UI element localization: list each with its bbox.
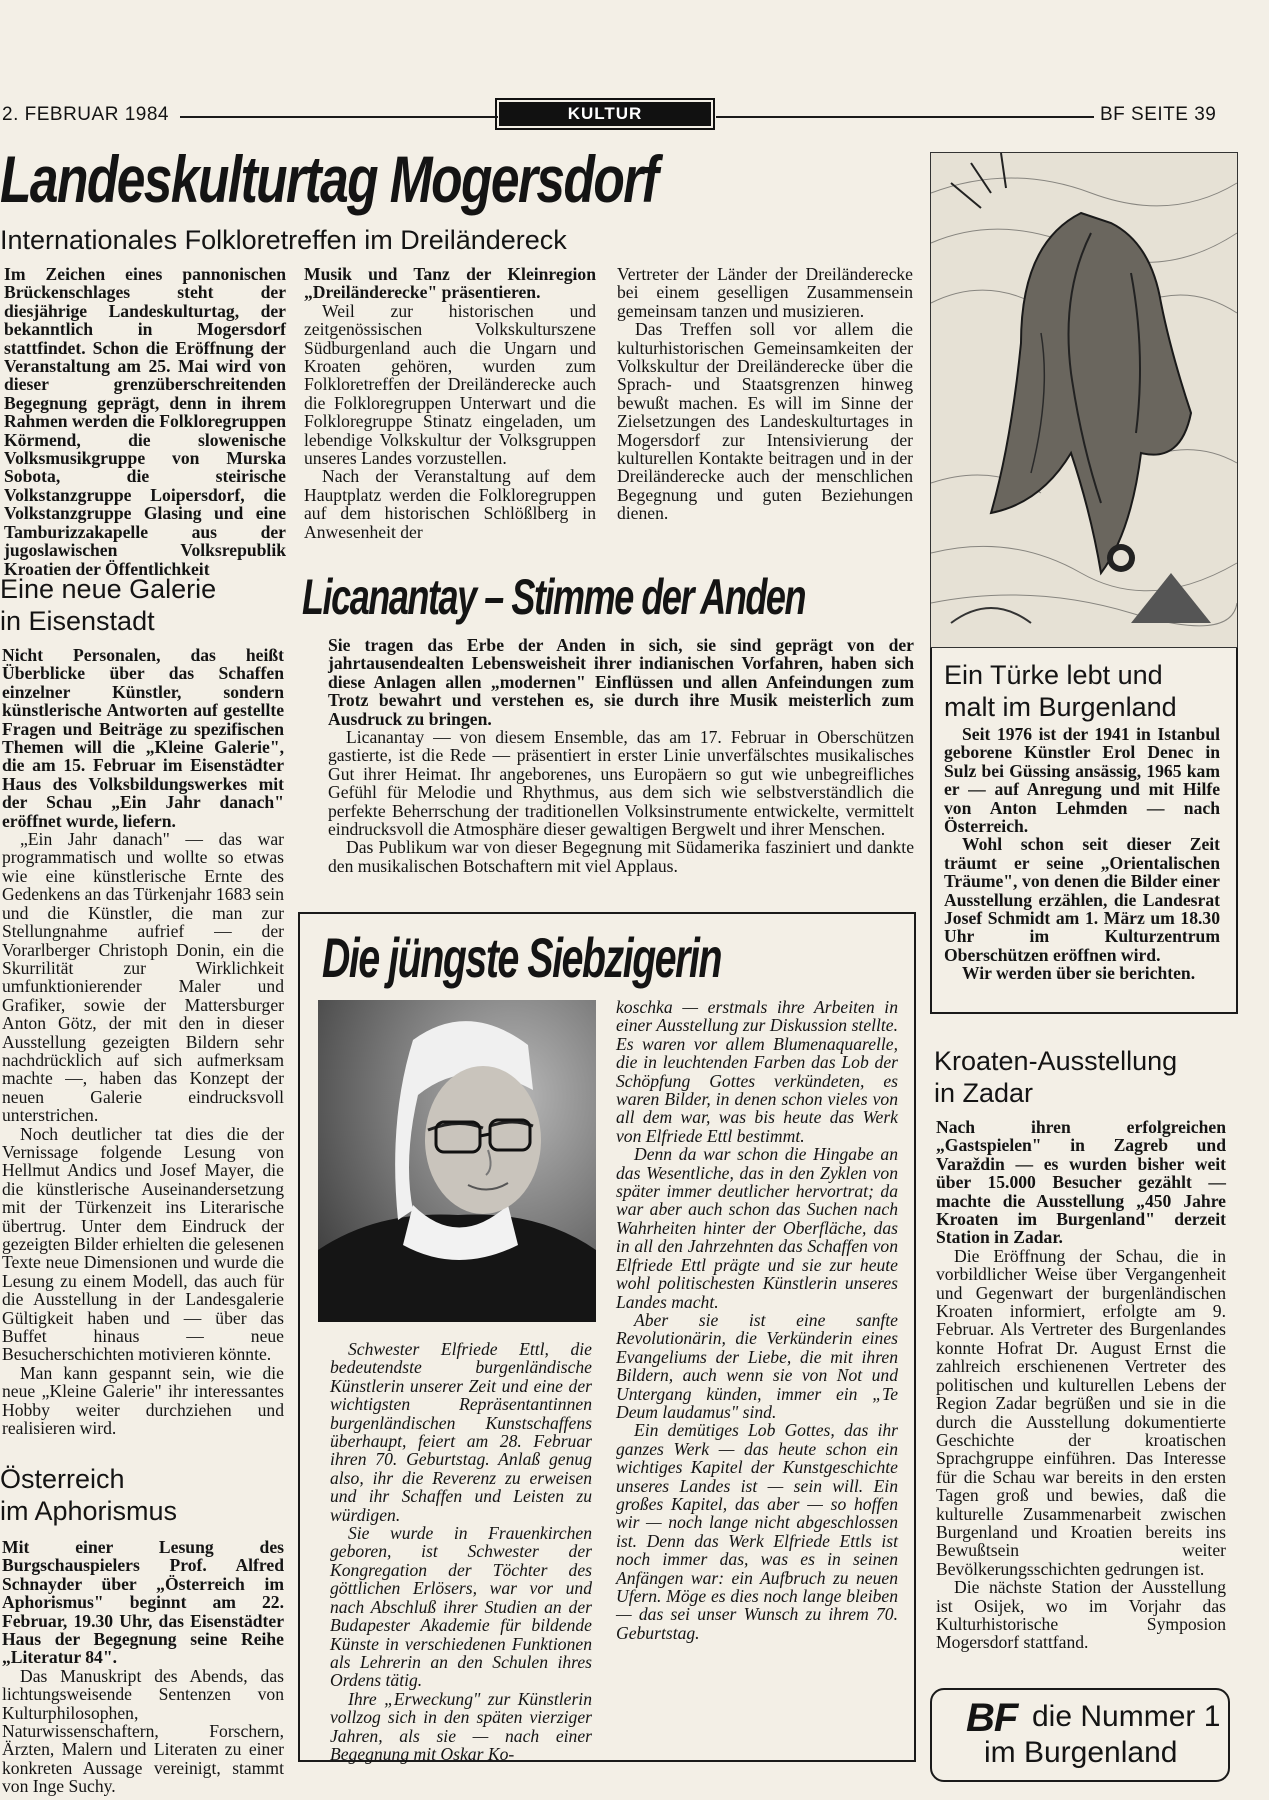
paragraph: Licanantay — von diesem Ensemble, das am 17. Februar in Oberschützen gastierte, ist die Rede — präsentiert in erster Linie unverfälschtes musikalisches Gut ihrer Heimat. Ihr angeborenes, uns Europäern so gut wie unbegreifliches Gefühl für Melodie und Rhythmus, aus dem sich wie selbstverständlich die perfekte Beherrschung der traditionellen Volksinstrumente entwickelte, vermittelt eindrucksvoll die Atmosphäre dieser gewaltigen Bergwelt und ihrer Menschen. (328, 727, 914, 840)
main-col-2 (304, 265, 596, 555)
paragraph: Nach der Veranstaltung auf dem Hauptplatz werden die Folkloregruppen auf dem historischen Schlößlberg in Anwesenheit der (304, 466, 596, 542)
paragraph: Aber sie ist eine sanfte Revolutionärin, die Verkünderin eines Evangeliums der Liebe, die mit ihren Bildern, auch wenn sie von Not und Untergang künden, immer ein „Te Deum laudamus" sind. (616, 1309, 898, 1422)
portrait-photo (318, 1000, 596, 1322)
main-subheadline: Internationales Folkloretreffen im Dreiländereck (0, 225, 567, 255)
licanantay-body (328, 636, 914, 886)
siebzigerin-headline: Die jüngste Siebzigerin (322, 926, 722, 989)
licanantay-lead: Sie tragen das Erbe der Anden in sich, sie sind geprägt von der jahrtausendealten Lebensweisheit ihrer indianischen Vorfahren, haben sich diese Anlagen allen „modernen" Einflüssen und allen Anfeindungen zum Trotz bewahrt und verstehen es, sie durch ihre Musik meisterlich zum Ausdruck zu bringen. (328, 635, 914, 729)
photo-caption: Schwester Elfriede Ettl, die bedeutendste burgenländische Künstlerin unserer Zeit und eine der wichtigsten Repräsentantinnen burgenländischen Kunstschaffens überhaupt, feiert am 28. Februar ihren 70. Geburtstag. Anlaß genug also, ihr die Reverenz zu erweisen und ihr Schaffen und Leisten zu würdigen. (330, 1339, 592, 1525)
paragraph: Das Treffen soll vor allem die kulturhistorischen Gemeinsamkeiten der Volkskultur der Dreiländerecke über die Sprach- und Staatsgrenzen hinweg bewußt machen. Es will im Sinne der Zielsetzungen des Landeskulturtages in Mogersdorf zur Intensivierung der kulturellen Kontakte beitragen und in der Dreiländerecke auch der menschlichen Begegnung und guten Beziehungen dienen. (617, 319, 913, 524)
paragraph: Weil zur historischen und zeitgenössischen Volkskulturszene Südburgenland auch die Ungarn und Kroaten gehören, wurden zum Folkloretreffen der Dreiländerecke auch die Folkloregruppen Unterwart und die Folkloregruppe Stinatz eingeladen, um lebendige Volkskultur der Volksgruppen unseres Landes vorzustellen. (304, 300, 596, 469)
header-date: 2. FEBRUAR 1984 (2, 104, 169, 125)
paragraph: Man kann gespannt sein, wie die neue „Kleine Galerie" ihr interessantes Hobby weiter durchziehen und realisieren wird. (2, 1362, 284, 1439)
aphorismus-lead: Mit einer Lesung des Burgschauspielers Prof. Alfred Schnayder über „Österreich im Aphorismus" beginnt am 22. Februar, 19.30 Uhr, das Eisenstädter Haus der Begegnung seine Reihe „Literatur 84". (2, 1537, 284, 1668)
main-col-3 (617, 265, 913, 555)
paragraph: Die Eröffnung der Schau, die in vorbildlicher Weise über Vergangenheit und Gegenwart der burgenländischen Kroaten informiert, erfolgte am 9. Februar. Als Vertreter des Burgenlandes konnte Hofrat Dr. August Ernst die zahlreich erschienenen Vertreter des politischen und kulturellen Lebens der Region Zadar begrüßen und sie in die durch die Ausstellung dokumentierte Geschichte der kroatischen Sprachgruppe einführen. Das Interesse für die Schau war bereits in den ersten Tagen groß und bewies, daß die kulturelle Zusammenarbeit zwischen Burgenland und Kroatien bereits ins Bewußtsein weiter Bevölkerungsschichten gedrungen ist. (936, 1245, 1226, 1579)
tuerke-body (944, 725, 1220, 1009)
aphorismus-body (2, 1537, 284, 1797)
artwork-illustration (930, 152, 1238, 648)
promo-box (930, 1688, 1230, 1782)
galerie-headline-1: Eine neue Galerie (0, 574, 217, 604)
header-rule-right (716, 116, 1094, 118)
galerie-body (2, 646, 284, 1438)
paragraph: Vertreter der Länder der Dreiländerecke bei einem geselligen Zusammensein gemeinsam tanzen und musizieren. (617, 264, 913, 321)
paragraph: Ein demütiges Lob Gottes, das ihr ganzes Werk — das heute schon ein wichtiges Kapitel der Kunstgeschichte unseres Landes ist — sein will. Ein großes Kapitel, das aber — so hoffen wir — noch lange nicht abgeschlossen ist. Denn das Werk Elfriede Ettls ist noch immer das, was es in seinen Anfängen war: ein Aufbruch zu neuen Ufern. Möge es dies noch lange bleiben — das sei unser Wunsch zu ihrem 70. Geburtstag. (616, 1420, 898, 1643)
nun-portrait-drawing (318, 1000, 596, 1322)
paragraph: „Ein Jahr danach" — das war programmatisch und wollte so etwas wie eine künstlerische Ernte des Gedenkens an das Türkenjahr 1683 sein und die Künstler, die man zur Stellungnahme aufrief — der Vorarlberger Christoph Donin, ein die Skurrilität zur Wirklichkeit umfunktionierender Maler und Grafiker, sowie der Mattersburger Anton Götz, der mit den in dieser Ausstellung gezeigten Bildern sehr nachdrücklich auf sich aufmerksam machte —, haben das Konzept der neuen Galerie eindrucksvoll unterstrichen. (2, 829, 284, 1126)
paragraph: Noch deutlicher tat dies die der Vernissage folgende Lesung von Hellmut Andics und Josef Mayer, die die künstlerische Auseinandersetzung mit der Türkenzeit ins Literarische übertrug. Unter dem Eindruck der gezeigten Bilder erhielten die gelesenen Texte neue Dimensionen und wurde die Lesung zu einem Modell, das auch für die Ausstellung in der Landesgalerie Gültigkeit haben und — über das Buffet hinaus — neue Besucherschichten motivieren könnte. (2, 1123, 284, 1365)
kroaten-body (936, 1118, 1226, 1678)
siebzigerin-col-2 (616, 998, 898, 1750)
bf-logo: BF (966, 1696, 1018, 1740)
paragraph: Ihre „Erweckung" zur Künstlerin vollzog sich in den späten vierziger Jahren, als sie — nach einer Begegnung mit Oskar Ko- (330, 1688, 592, 1764)
paragraph: Das Manuskript des Abends, das lichtungsweisende Sentenzen von Kulturphilosophen, Naturwissenschaftern, Forschern, Ärzten, Malern und Literaten zu einer konkreten Aussage vereinigt, stammt von Inge Suchy. (2, 1665, 284, 1797)
main-headline: Landeskulturtag Mogersdorf (0, 142, 658, 216)
paragraph: koschka — erstmals ihre Arbeiten in einer Ausstellung zur Diskussion stellte. Es waren vor allem Blumenaquarelle, die in leuchtenden Farben das Lob der Schöpfung Gottes verkündeten, es waren Bilder, in denen schon vieles von all dem war, was bis heute das Werk von Elfriede Ettl bestimmt. (616, 997, 898, 1146)
galerie-headline-2: in Eisenstadt (0, 606, 155, 636)
paragraph: Sie wurde in Frauenkirchen geboren, ist Schwester der Kongregation der Töchter des göttlichen Erlösers, war vor und nach Abschluß ihrer Studien an der Budapester Akademie für bildende Künste in verschiedenen Funktionen als Lehrerin an den Schulen ihres Ordens tätig. (330, 1523, 592, 1691)
main-col-1 (4, 264, 286, 579)
promo-line-1: die Nummer 1 (1032, 1700, 1221, 1733)
paragraph: Seit 1976 ist der 1941 in Istanbul geborene Künstler Erol Denec in Sulz bei Güssing ansässig, 1965 kam er — auf Anregung und mit Hilfe von Anton Lehmden — nach Österreich. (944, 724, 1220, 837)
kroaten-headline-1: Kroaten-Ausstellung (934, 1046, 1178, 1076)
header-rule-left (180, 116, 498, 118)
tuerke-headline-1: Ein Türke lebt und (944, 660, 1163, 690)
main-lead: Im Zeichen eines pannonischen Brückenschlages steht der diesjährige Landeskulturtag, der bekanntlich in Mogersdorf stattfindet. Schon die Eröffnung der Veranstaltung am 25. Mai wird von dieser grenzüberschreitenden Begegnung geprägt, denn in ihrem Rahmen werden die Folkloregruppen Körmend, die slowenische Volksmusikgruppe von Murska Sobota, die steirische Volkstanzgruppe Loipersdorf, die Volkstanzgruppe Glasing und eine Tamburizzakapelle aus der jugoslawischen Volksrepublik Kroatien der Öffentlichkeit (4, 264, 286, 579)
paragraph: Das Publikum war von dieser Begegnung mit Südamerika fasziniert und dankte den musikalischen Botschaftern mit viel Applaus. (328, 837, 914, 876)
siebzigerin-col-1 (330, 1339, 592, 1764)
bird-figure-drawing (931, 153, 1237, 647)
page-number: BF SEITE 39 (1100, 104, 1217, 125)
aphorismus-headline-2: im Aphorismus (0, 1496, 178, 1526)
main-col2-lead: Musik und Tanz der Kleinregion „Dreiländerecke" präsentieren. (304, 264, 596, 303)
section-label: KULTUR (499, 102, 711, 126)
licanantay-headline: Licanantay – Stimme der Anden (302, 569, 806, 625)
kroaten-lead: Nach ihren erfolgreichen „Gastspielen" in Zagreb und Varaždin — es wurden bisher weit über 15.000 Besucher gezählt — machte die Ausstellung „450 Jahre Kroaten im Burgenland" derzeit Station in Zadar. (936, 1117, 1226, 1248)
paragraph: Die nächste Station der Ausstellung ist Osijek, wo im Vorjahr das Kulturhistorische Symposion Mogersdorf stattfand. (936, 1577, 1226, 1653)
promo-line-2: im Burgenland (984, 1736, 1178, 1769)
aphorismus-headline-1: Österreich (0, 1464, 125, 1494)
kroaten-headline-2: in Zadar (934, 1078, 1034, 1108)
paragraph: Wir werden über sie berichten. (962, 963, 1196, 984)
galerie-lead: Nicht Personalen, das heißt Überblicke über das Schaffen einzelner Künstler, sondern künstlerische Antworten auf gestellte Fragen und Beiträge zu spezifischen Themen will die „Kleine Galerie", die am 15. Februar im Eisenstädter Haus des Volksbildungswerkes mit der Schau „Ein Jahr danach" eröffnet wurde, liefern. (2, 645, 284, 831)
paragraph: Denn da war schon die Hingabe an das Wesentliche, das in den Zyklen von später immer deutlicher hervortrat; da war aber auch schon das Suchen nach Wahrheiten hinter der Oberfläche, das in all den Jahrzehnten das Schaffen von Elfriede Ettl prägte und sie zur heute wohl politischesten Künstlerin unseres Landes macht. (616, 1144, 898, 1312)
tuerke-headline-2: malt im Burgenland (944, 692, 1177, 722)
paragraph: Wohl schon seit dieser Zeit träumt er seine „Orientalischen Träume", von denen die Bilder einer Ausstellung erzählen, die Landesrat Josef Schmidt am 1. März um 18.30 Uhr im Kulturzentrum Oberschützen eröffnen wird. (944, 834, 1220, 965)
